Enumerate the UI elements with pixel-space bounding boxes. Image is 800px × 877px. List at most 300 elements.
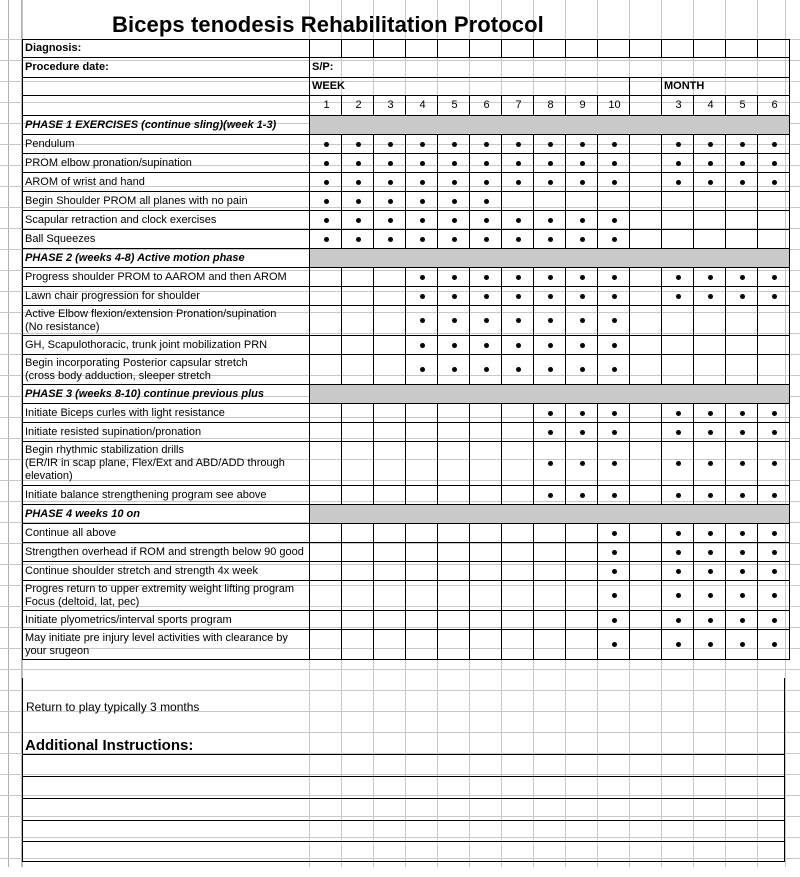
week-cell [502,173,534,192]
schedule-dot [484,142,489,147]
week-cell [566,230,598,249]
exercise-label-line: (No resistance) [25,320,100,333]
schedule-dot [420,367,425,372]
week-cell [406,630,438,660]
month-number: 3 [662,96,694,116]
schedule-dot [484,343,489,348]
schedule-dot [580,294,585,299]
exercise-label-line: Continue shoulder stretch and strength 4x week [25,564,258,577]
week-cell [502,524,534,543]
exercise-label [23,211,310,230]
schedule-dot [548,142,553,147]
schedule-dot [580,493,585,498]
month-cell [662,442,694,486]
week-cell [598,562,630,581]
week-cell [598,306,630,336]
month-cell [758,611,790,630]
exercise-row [23,230,790,249]
schedule-dot [676,531,681,536]
week-cell [438,581,470,611]
schedule-dot [452,180,457,185]
exercise-row [23,562,790,581]
week-cell [374,404,406,423]
schedule-dot [324,142,329,147]
schedule-dot [612,237,617,242]
month-cell [758,268,790,287]
schedule-dot [612,569,617,574]
week-cell [438,287,470,306]
month-cell [758,524,790,543]
schedule-dot [548,430,553,435]
spacer-cell [630,287,662,306]
schedule-dot [740,618,745,623]
spacer-cell [630,173,662,192]
schedule-dot [740,180,745,185]
schedule-dot [708,142,713,147]
week-cell [438,630,470,660]
exercise-label-line: Scapular retraction and clock exercises [25,213,217,226]
schedule-dot [452,275,457,280]
instruction-line [22,754,785,755]
week-cell [598,173,630,192]
schedule-dot [612,411,617,416]
exercise-label [23,173,310,192]
schedule-dot [420,294,425,299]
week-cell [310,287,342,306]
exercise-label-line: Initiate resisted supination/pronation [25,425,202,438]
schedule-dot [356,237,361,242]
schedule-dot [708,569,713,574]
month-cell [694,211,726,230]
schedule-dot [612,531,617,536]
month-cell [726,442,758,486]
month-cell [726,355,758,385]
month-cell [662,611,694,630]
week-cell [406,336,438,355]
phase-shading [310,249,790,268]
week-cell [566,404,598,423]
schedule-dot [452,367,457,372]
week-number: 5 [438,96,470,116]
week-cell [374,442,406,486]
week-cell [534,355,566,385]
schedule-dot [612,367,617,372]
month-cell [662,336,694,355]
week-cell [374,336,406,355]
schedule-dot [580,237,585,242]
week-cell [342,287,374,306]
week-cell [502,581,534,611]
month-cell [694,135,726,154]
schedule-dot [772,161,777,166]
schedule-dot [740,531,745,536]
week-cell [534,404,566,423]
week-cell [342,423,374,442]
week-cell [374,306,406,336]
week-cell [534,173,566,192]
schedule-dot [676,430,681,435]
week-cell [310,524,342,543]
exercise-label-line: Progres return to upper extremity weight lifting program [25,582,295,595]
week-cell [534,306,566,336]
week-cell [406,611,438,630]
exercise-row [23,355,790,385]
exercise-label-line: Pendulum [25,137,75,150]
schedule-dot [548,294,553,299]
schedule-dot [548,218,553,223]
schedule-dot [612,180,617,185]
exercise-label-line: Continue all above [25,526,117,539]
month-cell [694,306,726,336]
schedule-dot [548,180,553,185]
schedule-dot [548,493,553,498]
schedule-dot [708,531,713,536]
exercise-row [23,135,790,154]
week-cell [374,562,406,581]
week-cell [566,524,598,543]
schedule-dot [676,593,681,598]
schedule-dot [772,142,777,147]
week-cell [374,192,406,211]
month-cell [694,154,726,173]
schedule-dot [420,318,425,323]
exercise-label [23,611,310,630]
week-cell [310,486,342,505]
month-cell [726,154,758,173]
month-cell [726,423,758,442]
week-cell [374,524,406,543]
schedule-dot [548,461,553,466]
week-cell [342,442,374,486]
week-cell [342,135,374,154]
exercise-label [23,404,310,423]
week-cell [470,581,502,611]
week-cell [406,404,438,423]
week-cell [566,173,598,192]
month-cell [726,543,758,562]
month-cell [694,486,726,505]
week-cell [374,581,406,611]
exercise-label-line: May initiate pre injury level activities with clearance by [25,631,288,644]
schedule-dot [580,142,585,147]
period-header-row [23,78,790,96]
schedule-dot [452,218,457,223]
week-cell [534,543,566,562]
week-cell [534,211,566,230]
schedule-dot [708,430,713,435]
schedule-dot [516,161,521,166]
month-cell [726,524,758,543]
schedule-dot [548,343,553,348]
week-cell [566,135,598,154]
schedule-dot [580,430,585,435]
week-cell [374,173,406,192]
schedule-dot [676,180,681,185]
week-cell [342,543,374,562]
schedule-dot [612,461,617,466]
schedule-dot [580,318,585,323]
week-number: 3 [374,96,406,116]
week-cell [374,135,406,154]
schedule-dot [708,618,713,623]
month-cell [758,135,790,154]
schedule-dot [676,569,681,574]
week-cell [598,543,630,562]
week-cell [310,581,342,611]
week-cell [534,336,566,355]
schedule-dot [356,180,361,185]
exercise-row [23,404,790,423]
week-cell [534,423,566,442]
exercise-row [23,630,790,660]
schedule-dot [484,318,489,323]
schedule-dot [708,275,713,280]
week-cell [438,355,470,385]
schedule-dot [676,618,681,623]
exercise-label [23,355,310,385]
week-cell [566,562,598,581]
week-cell [438,154,470,173]
month-cell [694,287,726,306]
schedule-dot [676,294,681,299]
spacer-cell [630,154,662,173]
week-number: 8 [534,96,566,116]
week-cell [374,287,406,306]
spacer-cell [630,486,662,505]
schedule-dot [708,493,713,498]
schedule-dot [452,318,457,323]
exercise-row [23,611,790,630]
month-cell [662,423,694,442]
exercise-label [23,135,310,154]
week-cell [470,486,502,505]
instruction-line [22,820,785,821]
week-cell [566,423,598,442]
week-cell [566,336,598,355]
month-cell [758,423,790,442]
exercise-row [23,211,790,230]
week-cell [502,336,534,355]
month-cell [662,524,694,543]
month-cell [662,355,694,385]
week-cell [470,230,502,249]
month-cell [662,154,694,173]
schedule-dot [740,411,745,416]
phase-title: PHASE 3 (weeks 8-10) continue previous plus [23,385,310,404]
week-cell [310,135,342,154]
week-cell [534,524,566,543]
week-cell [406,524,438,543]
week-cell [470,306,502,336]
month-cell [758,230,790,249]
schedule-dot [612,343,617,348]
schedule-dot [772,569,777,574]
exercise-label-line: AROM of wrist and hand [25,175,145,188]
week-cell [406,581,438,611]
period-number-row [23,96,790,116]
month-cell [694,543,726,562]
week-cell [598,355,630,385]
week-cell [566,543,598,562]
week-cell [470,211,502,230]
month-cell [726,611,758,630]
month-cell [662,581,694,611]
spacer-cell [630,404,662,423]
week-cell [502,423,534,442]
phase-header-row [23,505,790,524]
phase-shading [310,116,790,135]
week-cell [598,135,630,154]
week-cell [310,543,342,562]
exercise-row [23,192,790,211]
schedule-dot [420,142,425,147]
month-cell [662,562,694,581]
week-cell [342,404,374,423]
spacer-cell [630,562,662,581]
month-cell [662,211,694,230]
week-cell [534,562,566,581]
exercise-label [23,562,310,581]
week-cell [310,442,342,486]
week-number: 6 [470,96,502,116]
week-cell [534,287,566,306]
schedule-dot [388,199,393,204]
spacer-cell [630,268,662,287]
week-cell [598,581,630,611]
month-cell [662,135,694,154]
exercise-row [23,543,790,562]
spacer-cell [630,211,662,230]
schedule-dot [772,550,777,555]
phase-title: PHASE 4 weeks 10 on [23,505,310,524]
week-cell [342,355,374,385]
week-cell [342,486,374,505]
week-cell [502,404,534,423]
week-cell [502,562,534,581]
exercise-label-line: Progress shoulder PROM to AAROM and then AROM [25,270,287,283]
schedule-dot [516,294,521,299]
exercise-row [23,524,790,543]
week-cell [470,524,502,543]
schedule-dot [324,199,329,204]
exercise-label [23,423,310,442]
week-cell [534,268,566,287]
week-cell [470,442,502,486]
schedule-dot [708,411,713,416]
month-cell [662,230,694,249]
schedule-dot [516,318,521,323]
week-cell [310,336,342,355]
week-cell [438,192,470,211]
week-cell [310,192,342,211]
schedule-dot [580,461,585,466]
exercise-row [23,581,790,611]
week-cell [374,611,406,630]
week-cell [534,230,566,249]
week-cell [566,442,598,486]
week-number: 1 [310,96,342,116]
schedule-dot [484,199,489,204]
schedule-dot [388,180,393,185]
exercise-row [23,154,790,173]
page-title: Biceps tenodesis Rehabilitation Protocol [112,12,544,37]
week-cell [598,268,630,287]
month-cell [726,486,758,505]
schedule-dot [516,237,521,242]
week-cell [502,543,534,562]
week-cell [470,423,502,442]
exercise-label-line: Begin incorporating Posterior capsular stretch [25,356,248,369]
exercise-row [23,336,790,355]
month-cell [758,287,790,306]
spacer-cell [630,442,662,486]
week-cell [342,562,374,581]
month-cell [726,192,758,211]
week-cell [598,336,630,355]
month-cell [758,630,790,660]
schedule-dot [548,275,553,280]
row-header-strip [8,0,22,867]
schedule-dot [676,550,681,555]
month-cell [726,581,758,611]
schedule-dot [772,180,777,185]
schedule-dot [708,294,713,299]
exercise-label-line: Active Elbow flexion/extension Pronation/supination [25,307,277,320]
schedule-dot [708,550,713,555]
schedule-dot [484,180,489,185]
week-cell [534,630,566,660]
schedule-dot [772,618,777,623]
sp-label: S/P: [310,58,374,78]
week-cell [534,611,566,630]
week-cell [598,524,630,543]
schedule-dot [740,161,745,166]
schedule-dot [612,493,617,498]
schedule-dot [740,294,745,299]
month-cell [758,306,790,336]
week-cell [534,192,566,211]
spacer-cell [630,355,662,385]
week-cell [470,562,502,581]
schedule-dot [420,161,425,166]
week-cell [502,135,534,154]
exercise-row [23,423,790,442]
exercise-label-line: Begin rhythmic stabilization drills [25,444,184,456]
week-cell [438,543,470,562]
week-cell [438,135,470,154]
exercise-label-line: Begin Shoulder PROM all planes with no pain [25,194,248,207]
exercise-label-line: Initiate plyometrics/interval sports program [25,613,232,626]
month-cell [694,562,726,581]
week-cell [566,154,598,173]
schedule-dot [484,237,489,242]
diagnosis-label: Diagnosis: [23,40,310,58]
procedure-date-label: Procedure date: [23,58,310,78]
month-cell [726,135,758,154]
schedule-dot [548,411,553,416]
week-cell [342,154,374,173]
exercise-label-line: elevation) [25,470,73,482]
week-cell [374,268,406,287]
schedule-dot [708,161,713,166]
schedule-dot [612,618,617,623]
week-cell [342,230,374,249]
spacer-cell [630,611,662,630]
week-cell [406,154,438,173]
week-cell [566,287,598,306]
exercise-row [23,173,790,192]
week-cell [598,630,630,660]
